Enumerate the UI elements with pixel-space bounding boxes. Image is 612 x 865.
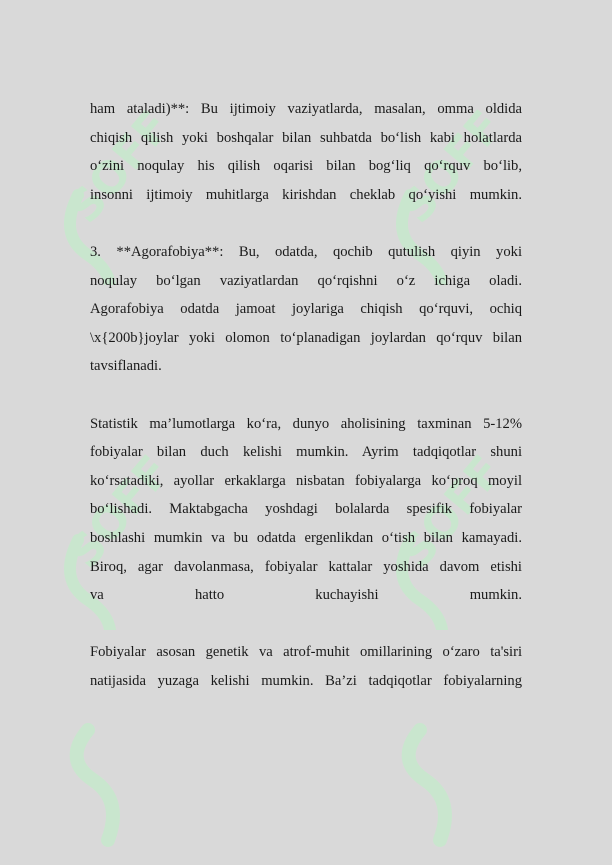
text-line: va hatto kuchayishi mumkin.	[90, 587, 522, 604]
text-line: natijasida yuzaga kelishi mumkin. Ba’zi tadqiqotlar fobiyalarning	[90, 672, 522, 689]
text-line: tavsiflanadi.	[90, 358, 162, 375]
paragraph-gap	[90, 610, 522, 639]
text-line: Agorafobiya odatda jamoat joylariga chiqish qo‘rquvi, ochiq	[90, 301, 522, 318]
paragraph-statistics	[90, 410, 522, 610]
text-line: bo‘lishadi. Maktabgacha yoshdagi bolalarda spesifik fobiyalar	[90, 501, 522, 518]
text-line: ham ataladi)**: Bu ijtimoiy vaziyatlarda, masalan, omma oldida	[90, 101, 522, 117]
soff-dollar-icon	[48, 720, 198, 860]
text-line: 3. **Agorafobiya**: Bu, odatda, qochib qutulish qiyin yoki	[90, 243, 522, 260]
soff-watermark-logo	[380, 720, 530, 860]
svg-text:SOFF: SOFF	[58, 446, 181, 578]
paragraph-agoraphobia	[90, 238, 522, 381]
text-line: Biroq, agar davolanmasa, fobiyalar kattalar yoshida davom etishi	[90, 558, 522, 575]
svg-text:SOFF: SOFF	[390, 101, 513, 233]
paragraph-gap	[90, 209, 522, 238]
svg-text:SOFF: SOFF	[390, 446, 513, 578]
paragraph-social-phobia	[90, 95, 522, 209]
text-line: chiqish qilish yoki boshqalar bilan suhbatda bo‘lish kabi holatlarda	[90, 129, 522, 146]
svg-text:SOFF: SOFF	[58, 101, 181, 233]
soff-watermark-logo	[48, 720, 198, 860]
document-page	[90, 95, 522, 695]
text-line: insonni ijtimoiy muhitlarga kirishdan cheklab qo‘yishi mumkin.	[90, 186, 522, 203]
text-line: Fobiyalar asosan genetik va atrof-muhit omillarining o‘zaro ta'siri	[90, 644, 522, 661]
text-line: fobiyalar bilan duch kelishi mumkin. Ayrim tadqiqotlar shuni	[90, 444, 522, 461]
text-line: \x{200b}joylar yoki olomon to‘planadigan joylardan qo‘rquv bilan	[90, 329, 522, 346]
paragraph-causes	[90, 638, 522, 695]
text-line: noqulay bo‘lgan vaziyatlardan qo‘rqishni o‘z ichiga oladi.	[90, 272, 522, 289]
text-line: ko‘rsatadiki, ayollar erkaklarga nisbatan fobiyalarga ko‘proq moyil	[90, 472, 522, 489]
text-line: Statistik ma’lumotlarga ko‘ra, dunyo aholisining taxminan 5-12%	[90, 415, 522, 432]
soff-dollar-icon	[380, 720, 530, 860]
text-line: boshlashi mumkin va bu odatda ergenlikdan o‘tish bilan kamayadi.	[90, 529, 522, 546]
paragraph-gap	[90, 381, 522, 410]
text-line: o‘zini noqulay his qilish oqarisi bilan bog‘liq qo‘rquv bo‘lib,	[90, 158, 522, 175]
